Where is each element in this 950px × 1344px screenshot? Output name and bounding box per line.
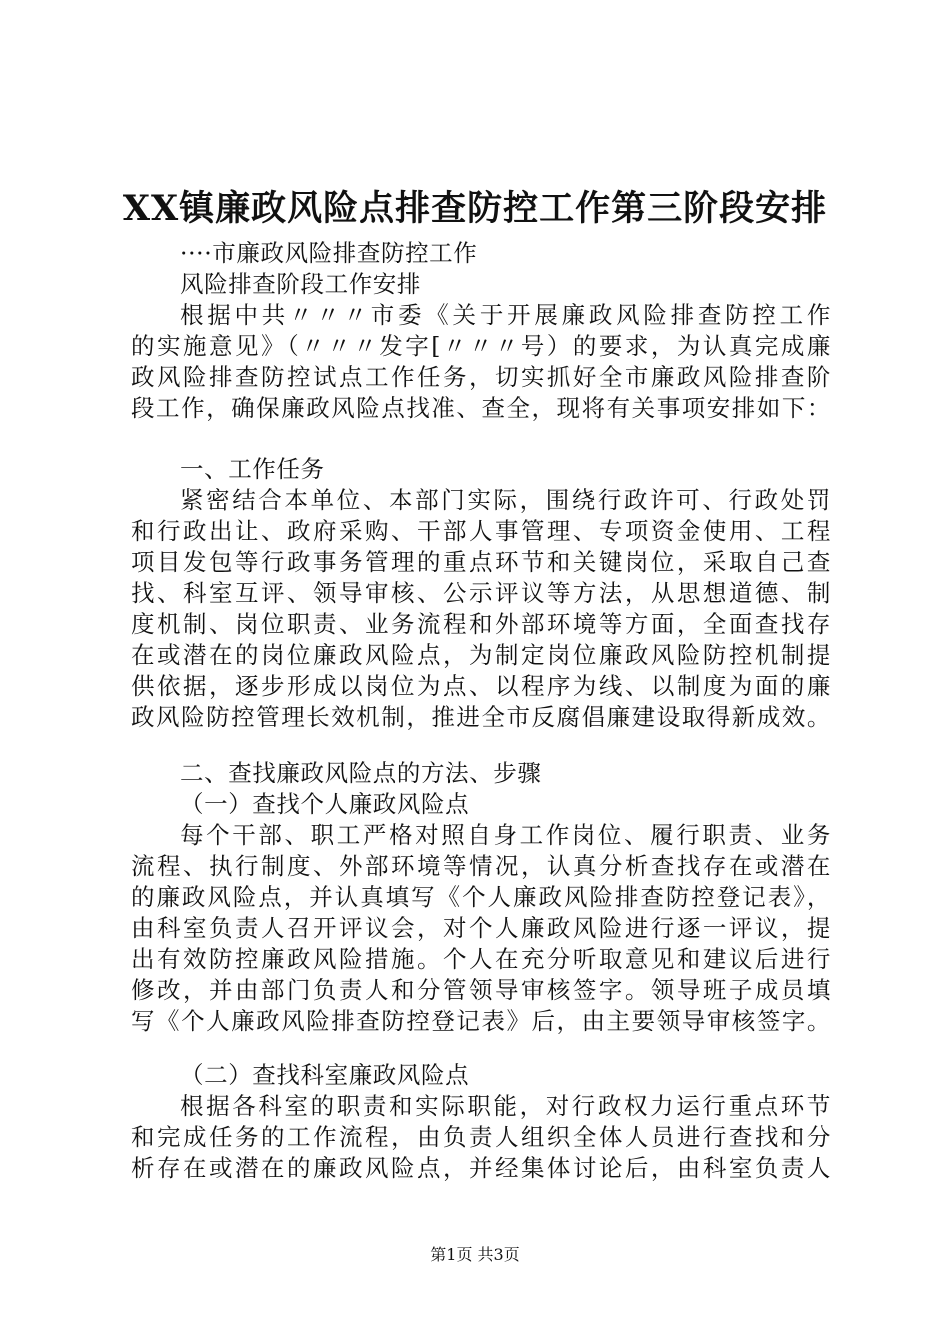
section1-line: 政风险防控管理长效机制，推进全市反腐倡廉建设取得新成效。 bbox=[131, 703, 831, 731]
subsection1-line: 由科室负责人召开评议会，对个人廉政风险进行逐一评议，提 bbox=[131, 914, 831, 942]
section1-line: 找、科室互评、领导审核、公示评议等方法，从思想道德、制 bbox=[131, 579, 831, 607]
intro-line: 的实施意见》（〃〃〃发字[〃〃〃号）的要求，为认真完成廉 bbox=[131, 332, 831, 360]
section-heading-1: 一、工作任务 bbox=[180, 455, 325, 483]
page-title: XX镇廉政风险点排查防控工作第三阶段安排 bbox=[122, 188, 828, 229]
subsection-heading-1: （一）查找个人廉政风险点 bbox=[180, 790, 470, 818]
section1-line: 度机制、岗位职责、业务流程和外部环境等方面，全面查找存 bbox=[131, 610, 831, 638]
subsection2-line: 根据各科室的职责和实际职能，对行政权力运行重点环节 bbox=[180, 1092, 831, 1120]
subtitle-line-2: 风险排查阶段工作安排 bbox=[180, 270, 421, 298]
intro-line: 根据中共〃〃〃市委《关于开展廉政风险排查防控工作 bbox=[180, 301, 831, 329]
subsection-heading-2: （二）查找科室廉政风险点 bbox=[180, 1061, 470, 1089]
subsection1-line: 流程、执行制度、外部环境等情况，认真分析查找存在或潜在 bbox=[131, 852, 831, 880]
section1-line: 紧密结合本单位、本部门实际，围绕行政许可、行政处罚 bbox=[180, 486, 831, 514]
subtitle-line-1: ····市廉政风险排查防控工作 bbox=[180, 239, 478, 267]
section1-line: 供依据，逐步形成以岗位为点、以程序为线、以制度为面的廉 bbox=[131, 672, 831, 700]
subsection1-line: 每个干部、职工严格对照自身工作岗位、履行职责、业务 bbox=[180, 821, 831, 849]
section1-line: 项目发包等行政事务管理的重点环节和关键岗位，采取自己查 bbox=[131, 548, 831, 576]
section-heading-2: 二、查找廉政风险点的方法、步骤 bbox=[180, 759, 542, 787]
section1-line: 和行政出让、政府采购、干部人事管理、专项资金使用、工程 bbox=[131, 517, 831, 545]
subsection1-line: 的廉政风险点，并认真填写《个人廉政风险排查防控登记表》， bbox=[131, 883, 831, 911]
subsection2-line: 和完成任务的工作流程，由负责人组织全体人员进行查找和分 bbox=[131, 1123, 831, 1151]
intro-line: 政风险排查防控试点工作任务，切实抓好全市廉政风险排查阶 bbox=[131, 363, 831, 391]
subsection2-line: 析存在或潜在的廉政风险点，并经集体讨论后，由科室负责人 bbox=[131, 1154, 831, 1182]
section1-line: 在或潜在的岗位廉政风险点，为制定岗位廉政风险防控机制提 bbox=[131, 641, 831, 669]
subsection1-line: 修改，并由部门负责人和分管领导审核签字。领导班子成员填 bbox=[131, 976, 831, 1004]
intro-line: 段工作，确保廉政风险点找准、查全，现将有关事项安排如下： bbox=[131, 394, 831, 422]
subsection1-line: 出有效防控廉政风险措施。个人在充分听取意见和建议后进行 bbox=[131, 945, 831, 973]
subsection1-line: 写《个人廉政风险排查防控登记表》后，由主要领导审核签字。 bbox=[131, 1007, 831, 1035]
page-footer: 第1页 共3页 bbox=[430, 1245, 520, 1264]
